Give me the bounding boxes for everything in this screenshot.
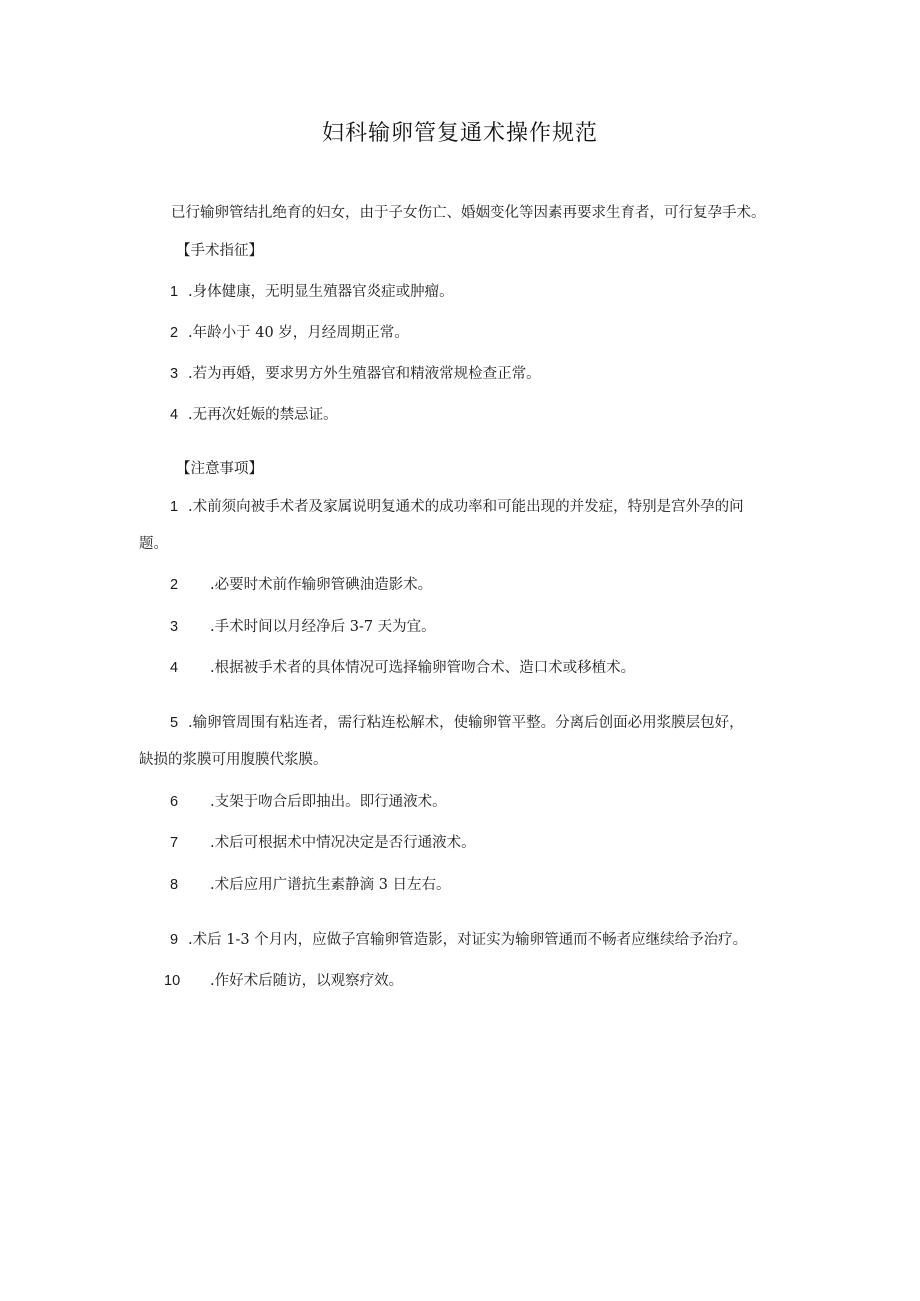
note-text-continuation: 题。	[139, 536, 168, 552]
indication-number: 1	[170, 284, 179, 300]
note-text: .根据被手术者的具体情况可选择输卵管吻合术、造口术或移植术。	[210, 660, 636, 676]
note-number: 6	[170, 794, 179, 810]
indication-text: .若为再婚，要求男方外生殖器官和精液常规检查正常。	[188, 366, 541, 382]
note-number: 5	[170, 715, 179, 731]
note-text: .支架于吻合后即抽出。即行通液术。	[210, 794, 447, 810]
note-number: 3	[170, 619, 179, 635]
indication-number: 3	[170, 366, 179, 382]
notes-heading: 【注意事项】	[176, 461, 263, 477]
note-text: .术后应用广谱抗生素静滴 3 日左右。	[210, 877, 451, 893]
note-text: .术后可根据术中情况决定是否行通液术。	[210, 835, 476, 851]
note-text: .输卵管周围有粘连者，需行粘连松解术，使输卵管平整。分离后创面必用浆膜层包好，	[188, 715, 744, 731]
note-number: 7	[170, 835, 179, 851]
note-text-continuation: 缺损的浆膜可用腹膜代浆膜。	[139, 752, 328, 768]
note-text: .术前须向被手术者及家属说明复通术的成功率和可能出现的并发症，特别是宫外孕的问	[188, 499, 744, 515]
indications-heading: 【手术指征】	[176, 243, 263, 259]
indication-text: .无再次妊娠的禁忌证。	[188, 407, 338, 423]
indication-text: .年龄小于 40 岁，月经周期正常。	[188, 325, 409, 341]
note-text: .手术时间以月经净后 3-7 天为宜。	[210, 619, 436, 635]
page-title: 妇科输卵管复通术操作规范	[321, 121, 598, 146]
note-text: .作好术后随访，以观察疗效。	[210, 973, 404, 989]
indication-number: 4	[170, 407, 179, 423]
note-number: 9	[170, 932, 179, 948]
note-text: .术后 1-3 个月内，应做子宫输卵管造影，对证实为输卵管通而不畅者应继续给予治疗。	[188, 932, 748, 948]
note-text: .必要时术前作输卵管碘油造影术。	[210, 577, 433, 593]
note-number: 10	[164, 973, 181, 989]
indication-text: .身体健康，无明显生殖器官炎症或肿瘤。	[188, 284, 454, 300]
note-number: 4	[170, 660, 179, 676]
note-number: 8	[170, 877, 179, 893]
intro-paragraph: 已行输卵管结扎绝育的妇女，由于子女伤亡、婚姻变化等因素再要求生育者，可行复孕手术。	[171, 205, 766, 221]
indication-number: 2	[170, 325, 179, 341]
note-number: 2	[170, 577, 179, 593]
note-number: 1	[170, 499, 179, 515]
